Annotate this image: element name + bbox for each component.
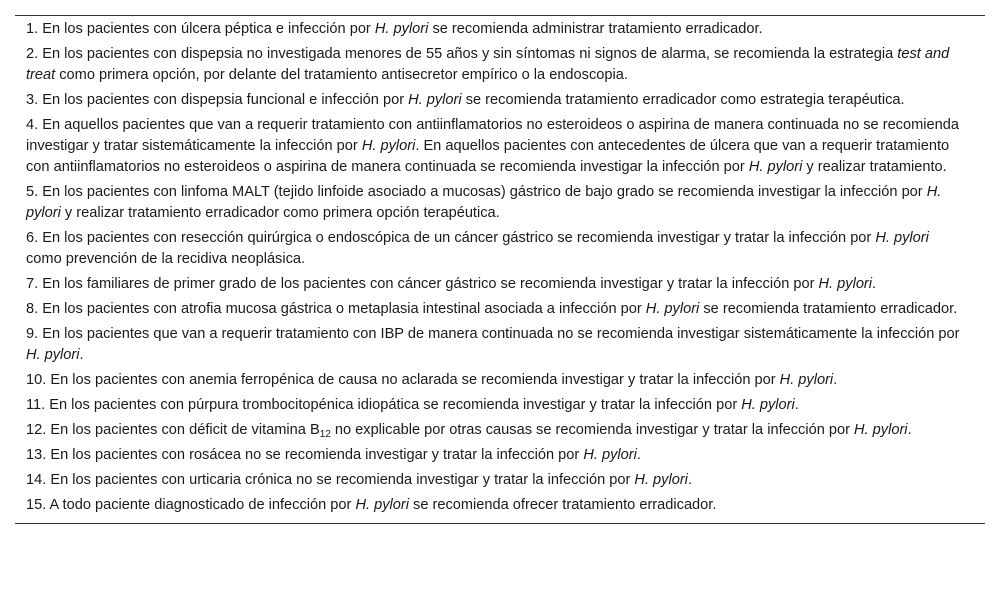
italic-term: H. pylori (875, 230, 929, 246)
italic-term: H. pylori (818, 276, 873, 292)
recommendation-number: 10. (26, 372, 47, 388)
recommendation-text: En los pacientes que van a requerir tratamiento con IBP de manera continuada no se recomienda investigar sistemáticamente la infección por (42, 326, 960, 342)
recommendation-text: En los pacientes con urticaria crónica no se recomienda investigar y tratar la infección por (50, 472, 635, 488)
recommendation-text: En los pacientes con linfoma MALT (tejido linfoide asociado a mucosas) gástrico de bajo grado se recomienda investigar la infección por (42, 184, 927, 200)
recommendation-text: En los pacientes con púrpura trombocitopénica idiopática se recomienda investigar y tratar la infección por (49, 397, 742, 413)
recommendation-number: 3. (26, 92, 39, 108)
recommendation-text: En los pacientes con dispepsia no investigada menores de 55 años y sin síntomas ni signos de alarma, se recomienda la estrategia (42, 46, 898, 62)
recommendation-number: 7. (26, 276, 39, 292)
recommendation-number: 13. (26, 447, 47, 463)
recommendation-text: como primera opción, por delante del tratamiento antisecretor empírico o la endoscopia. (55, 67, 628, 83)
recommendation-text: . En aquellos pacientes con antecedentes de úlcera que van a requerir tratamiento con antiinflamatorios no esteroideos o aspirina de manera continuada se recomienda investigar la infección por (26, 138, 950, 175)
recommendation-number: 4. (26, 117, 39, 133)
recommendation-row (15, 227, 985, 273)
recommendation-number: 6. (26, 230, 39, 246)
recommendation-text: se recomienda tratamiento erradicador. (699, 301, 958, 317)
recommendation-text: se recomienda ofrecer tratamiento erradicador. (408, 497, 717, 513)
recommendation-row (15, 18, 985, 43)
recommendation-text: En los pacientes con rosácea no se recomienda investigar y tratar la infección por (50, 447, 584, 463)
recommendation-number: 14. (26, 472, 47, 488)
recommendation-text: y realizar tratamiento erradicador como primera opción terapéutica. (60, 205, 500, 221)
recommendation-row (15, 114, 985, 181)
italic-term: H. pylori (634, 472, 688, 488)
recommendation-text: como prevención de la recidiva neoplásica. (26, 251, 306, 267)
recommendation-text: En los pacientes con déficit de vitamina B (50, 422, 320, 438)
recommendation-number: 5. (26, 184, 39, 200)
recommendation-text: En los pacientes con anemia ferropénica de causa no aclarada se recomienda investigar y tratar la infección por (50, 372, 780, 388)
recommendation-number: 15. (26, 497, 47, 513)
recommendation-row (15, 419, 985, 444)
recommendation-row (15, 369, 985, 394)
recommendation-text: En aquellos pacientes que van a requerir tratamiento con antiinflamatorios no esteroideos o aspirina de manera continuada no se recomienda investigar y tratar sistemáticamente la infección por (26, 117, 959, 154)
recommendation-number: 8. (26, 301, 39, 317)
italic-term: test and treat (26, 46, 950, 83)
recommendation-text: se recomienda tratamiento erradicador como estrategia terapéutica. (461, 92, 905, 108)
recommendation-text: y realizar tratamiento. (802, 159, 947, 175)
recommendation-text: . (79, 347, 84, 363)
italic-term: H. pylori (583, 447, 637, 463)
recommendation-text: . (636, 447, 641, 463)
italic-term: H. pylori (26, 184, 942, 221)
italic-term: H. pylori (779, 372, 834, 388)
recommendation-text: . (794, 397, 799, 413)
recommendation-number: 12. (26, 422, 47, 438)
subscript-text: 12 (319, 429, 331, 440)
recommendation-text: no explicable por otras causas se recomienda investigar y tratar la infección por (330, 422, 855, 438)
recommendations-list (15, 18, 985, 519)
recommendation-row (15, 89, 985, 114)
recommendation-row (15, 181, 985, 227)
recommendation-row (15, 469, 985, 494)
recommendation-row (15, 494, 985, 519)
recommendation-text: . (687, 472, 692, 488)
italic-term: H. pylori (355, 497, 409, 513)
italic-term: H. pylori (26, 347, 80, 363)
recommendation-text: En los pacientes con úlcera péptica e infección por (42, 21, 375, 37)
recommendation-text: A todo paciente diagnosticado de infección por (49, 497, 356, 513)
recommendation-row (15, 273, 985, 298)
recommendation-text: En los familiares de primer grado de los pacientes con cáncer gástrico se recomienda investigar y tratar la infección por (42, 276, 819, 292)
recommendation-text: En los pacientes con atrofia mucosa gástrica o metaplasia intestinal asociada a infección por (42, 301, 646, 317)
recommendation-text: . (872, 276, 877, 292)
italic-term: H. pylori (741, 397, 795, 413)
italic-term: H. pylori (374, 21, 429, 37)
recommendation-row (15, 394, 985, 419)
italic-term: H. pylori (645, 301, 700, 317)
recommendation-text: En los pacientes con resección quirúrgica o endoscópica de un cáncer gástrico se recomienda investigar y tratar la infección por (42, 230, 876, 246)
italic-term: H. pylori (854, 422, 908, 438)
italic-term: H. pylori (748, 159, 803, 175)
recommendations-table (15, 15, 985, 524)
recommendation-row (15, 298, 985, 323)
recommendation-number: 9. (26, 326, 39, 342)
recommendation-number: 11. (26, 397, 46, 413)
recommendation-text: En los pacientes con dispepsia funcional e infección por (42, 92, 409, 108)
recommendation-number: 2. (26, 46, 39, 62)
recommendation-text: se recomienda administrar tratamiento erradicador. (428, 21, 763, 37)
recommendation-row (15, 444, 985, 469)
recommendation-number: 1. (26, 21, 39, 37)
recommendation-row (15, 323, 985, 369)
italic-term: H. pylori (361, 138, 416, 154)
recommendation-text: . (907, 422, 912, 438)
italic-term: H. pylori (408, 92, 462, 108)
recommendation-row (15, 43, 985, 89)
recommendation-text: . (833, 372, 838, 388)
